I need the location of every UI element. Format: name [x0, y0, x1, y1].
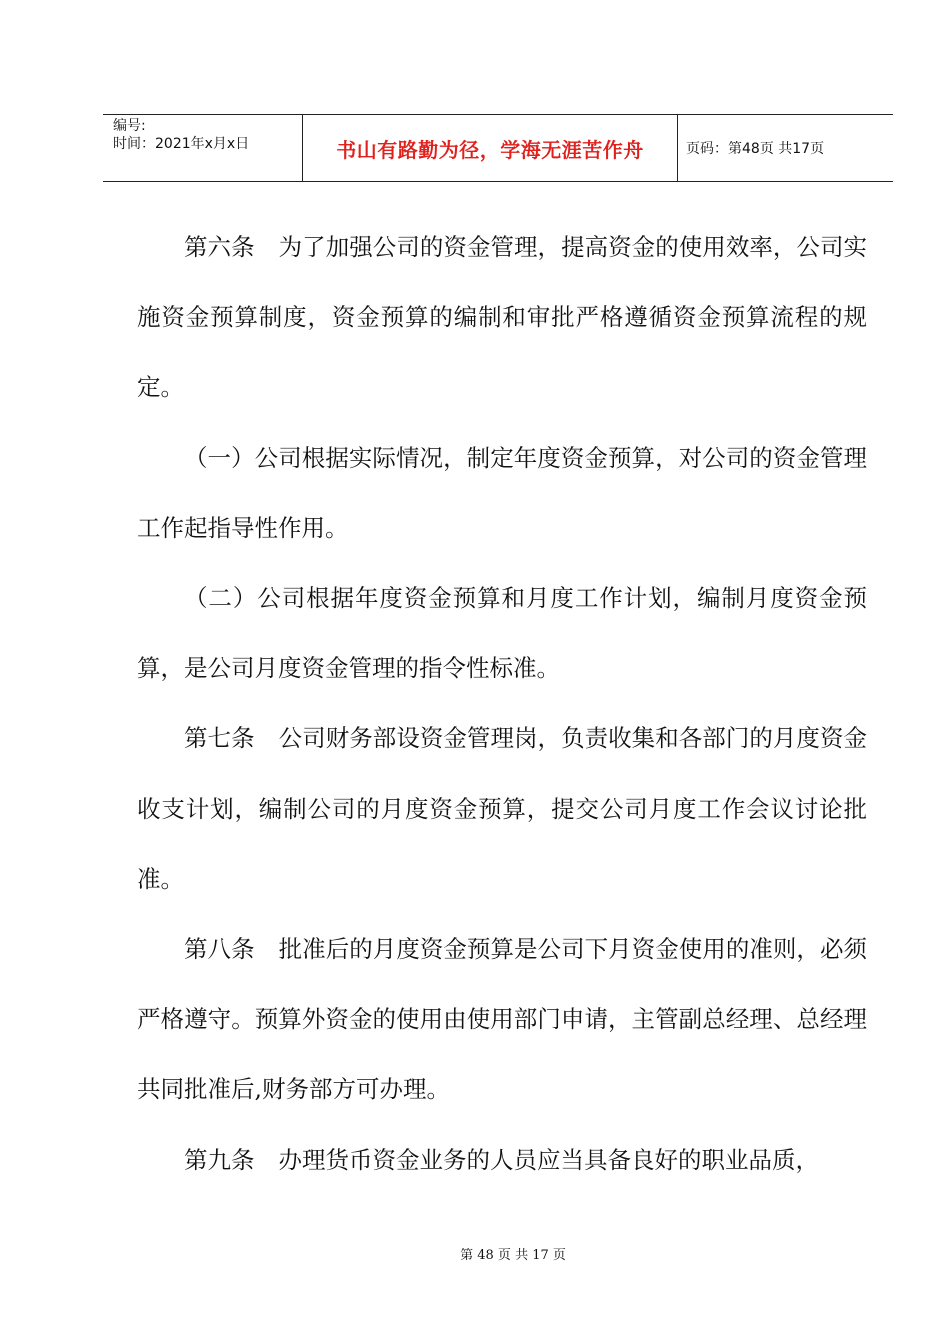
paragraph-article-9: [137, 1125, 867, 1195]
paragraph-text: 为了加强公司的资金管理，提高资金的使用效率，公司实施资金预算制度，资金预算的编制和审批严格遵循资金预算流程的规定。: [137, 233, 868, 402]
page-header-table: [103, 114, 893, 182]
paragraph-text: （二）公司根据年度资金预算和月度工作计划，编制月度资金预算，是公司月度资金管理的指令性标准。: [137, 584, 867, 683]
article-lead: 第七条: [184, 724, 255, 753]
page-footer: 第 48 页 共 17 页: [460, 1248, 566, 1263]
paragraph-item-2: [137, 563, 867, 703]
paragraph-text: 公司财务部设资金管理岗，负责收集和各部门的月度资金收支计划，编制公司的月度资金预算，提交公司月度工作会议讨论批准。: [137, 724, 868, 893]
header-page-info: 页码：第48页 共17页: [686, 141, 825, 157]
article-lead: 第九条: [184, 1145, 255, 1174]
paragraph-article-6: [137, 212, 867, 423]
header-motto: 书山有路勤为径，学海无涯苦作舟: [303, 115, 678, 181]
document-body: [137, 212, 867, 1195]
paragraph-article-8: [137, 914, 867, 1125]
time-label: 时间：2021年x月x日: [113, 136, 250, 152]
article-lead: 第六条: [184, 233, 255, 261]
paragraph-item-1: [137, 423, 867, 563]
header-meta-cell: [103, 115, 303, 181]
number-label: 编号:: [113, 118, 146, 134]
article-lead: 第八条: [184, 935, 255, 964]
paragraph-text: 办理货币资金业务的人员应当具备良好的职业品质，: [278, 1145, 819, 1174]
paragraph-text: （一）公司根据实际情况，制定年度资金预算，对公司的资金管理工作起指导性作用。: [137, 443, 867, 542]
paragraph-text: 批准后的月度资金预算是公司下月资金使用的准则，必须严格遵守。预算外资金的使用由使用部门申请，主管副总经理、总经理共同批准后,财务部方可办理。: [137, 935, 868, 1104]
paragraph-article-7: [137, 703, 867, 914]
